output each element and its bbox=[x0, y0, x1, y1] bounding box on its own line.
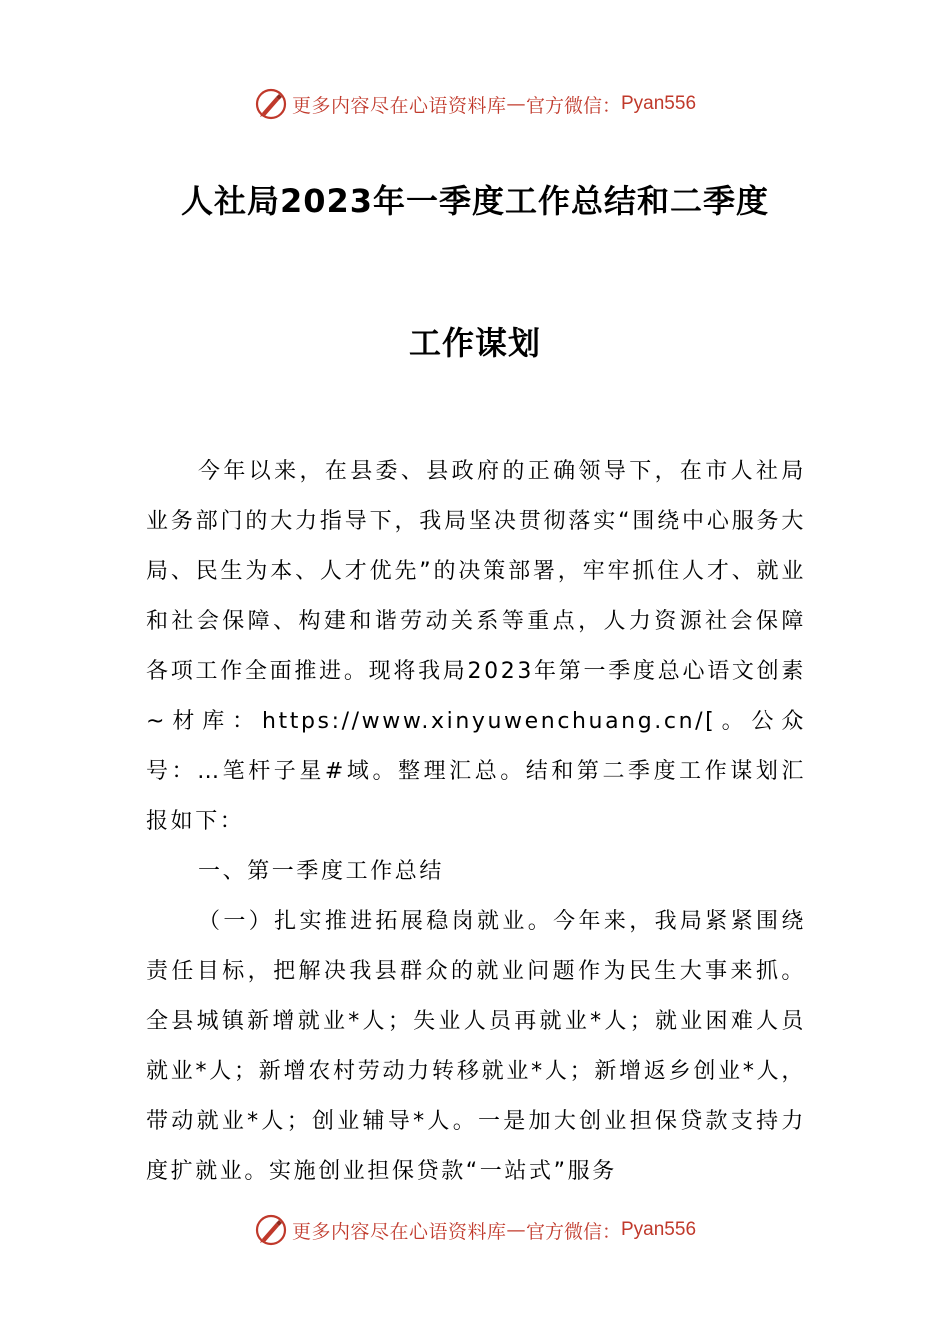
footer-wechat-id: Pyan556 bbox=[621, 1219, 697, 1240]
document-body bbox=[146, 447, 806, 1197]
footer-dash: — bbox=[506, 1219, 526, 1241]
document-title-line-2: 工作谋划 bbox=[408, 324, 541, 362]
footer-official-label: 官方微信： bbox=[525, 1220, 621, 1243]
footer-brand-text: 更多内容尽在心语资料库 bbox=[291, 1220, 507, 1243]
header-dash: — bbox=[506, 93, 526, 115]
document-title-line-1: 人社局2023年一季度工作总结和二季度 bbox=[180, 182, 770, 220]
pen-logo-icon bbox=[254, 87, 288, 121]
footer-banner bbox=[0, 1212, 950, 1248]
header-wechat-id: Pyan556 bbox=[621, 93, 697, 114]
subsection-paragraph: （一）扎实推进拓展稳岗就业。今年来，我局紧紧围绕责任目标，把解决我县群众的就业问题作为民生大事来抓。全县城镇新增就业*人；失业人员再就业*人；就业困难人员就业*人；新增农村劳动力转移就业*人；新增返乡创业*人，带动就业*人；创业辅导*人。一是加大创业担保贷款支持力度扩就业。实施创业担保贷款“一站式”服务 bbox=[146, 909, 806, 1184]
header-banner bbox=[0, 86, 950, 122]
intro-paragraph: 今年以来，在县委、县政府的正确领导下，在市人社局业务部门的大力指导下，我局坚决贯彻落实“围绕中心服务大局、民生为本、人才优先”的决策部署，牢牢抓住人才、就业和社会保障、构建和谐劳动关系等重点，人力资源社会保障各项工作全面推进。现将我局2023年第一季度总心语文创素~材库：https://www.xinyuwenchuang.cn/[。公众号：…笔杆子星#域。整理汇总。结和第二季度工作谋划汇报如下： bbox=[146, 459, 806, 834]
header-brand-text: 更多内容尽在心语资料库 bbox=[291, 94, 507, 117]
pen-logo-icon bbox=[254, 1213, 288, 1247]
header-official-label: 官方微信： bbox=[525, 94, 621, 117]
section-heading: 一、第一季度工作总结 bbox=[198, 859, 445, 884]
